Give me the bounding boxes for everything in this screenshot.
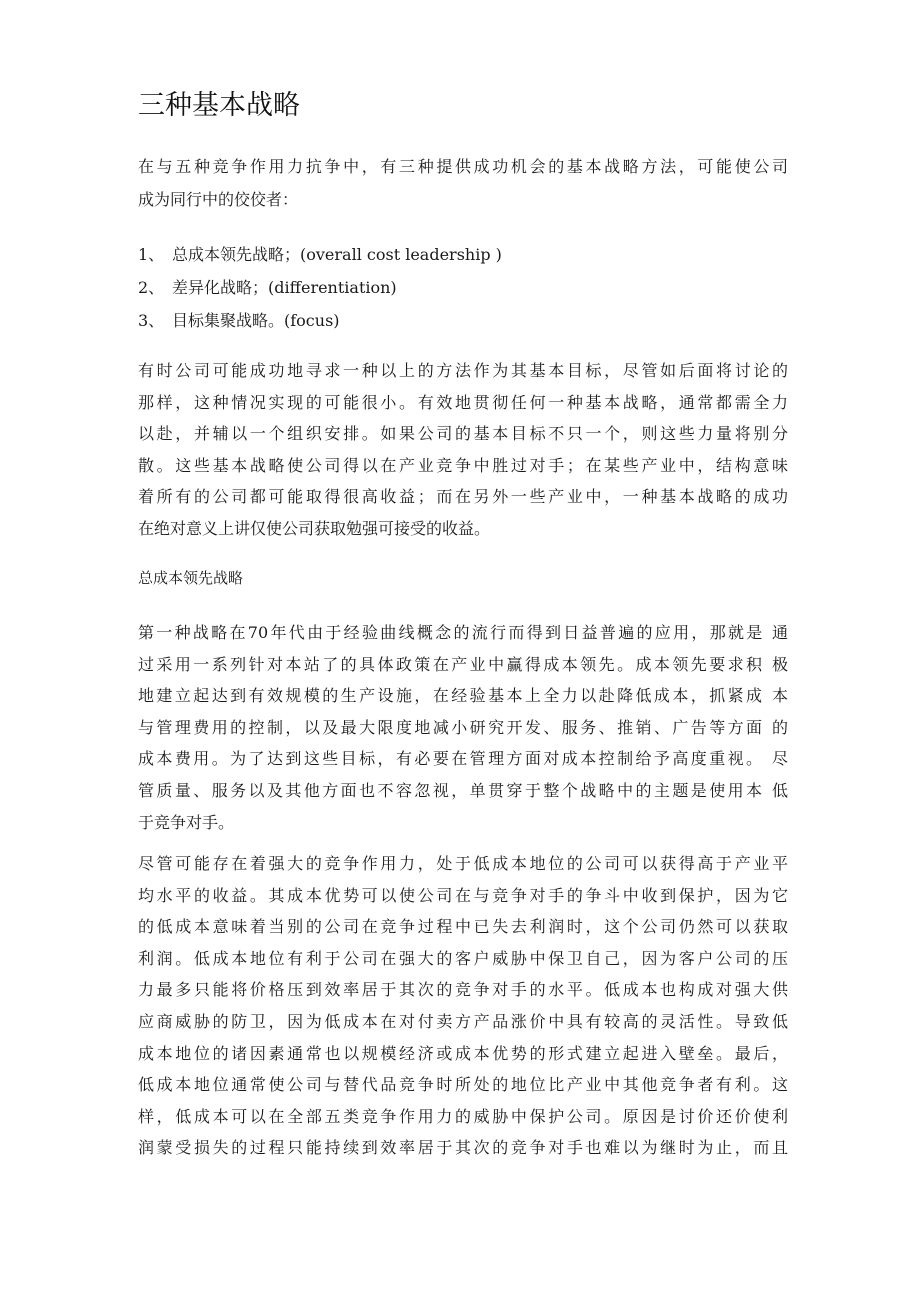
text-line: 有时公司可能成功地寻求一种以上的方法作为其基本目标，尽管如后面将讨论的 <box>138 361 788 380</box>
list-text: 目标集聚战略。(focus) <box>172 311 340 330</box>
list-text: 差异化战略；(differentiation) <box>172 278 397 297</box>
text-line: 以赴，并辅以一个组织安排。如果公司的基本目标不只一个，则这些力量将别分 <box>138 424 788 444</box>
text-line: 过采用一系列针对本站了的具体政策在产业中赢得成本领先。成本领先要求积 极 <box>138 654 788 674</box>
text-line: 样，低成本可以在全部五类竞争作用力的威胁中保护公司。原因是讨价还价使利 <box>138 1106 788 1126</box>
text-line: 成本费用。为了达到这些目标，有必要在管理方面对成本控制给予高度重视。 尽 <box>138 749 788 769</box>
text-line: 地建立起达到有效规模的生产设施，在经验基本上全力以赴降低成本，抓紧成 本 <box>138 686 788 706</box>
text-line: 第一种战略在70年代由于经验曲线概念的流行而得到日益普遍的应用，那就是 通 <box>138 623 788 642</box>
text-line: 着所有的公司都可能取得很高收益；而在另外一些产业中，一种基本战略的成功 <box>138 487 788 507</box>
page-title: 三种基本战略 <box>138 90 300 121</box>
list-number: 1、 <box>138 245 165 264</box>
strategy-item-1 <box>138 243 502 267</box>
text-line: 散。这些基本战略使公司得以在产业竞争中胜过对手；在某些产业中，结构意味 <box>138 455 788 475</box>
body-paragraph-3 <box>138 617 788 838</box>
text-line: 成本地位的诸因素通常也以规模经济或成本优势的形式建立起进入壁垒。最后， <box>138 1043 788 1063</box>
body-paragraph-4 <box>138 848 788 1164</box>
text-line: 低成本地位通常使公司与替代品竞争时所处的地位比产业中其他竞争者有利。这 <box>138 1075 788 1095</box>
text-line: 于竞争对手。 <box>138 812 235 832</box>
text-line: 润蒙受损失的过程只能持续到效率居于其次的竞争对手也难以为继时为止，而且 <box>138 1138 788 1158</box>
text-line: 管质量、服务以及其他方面也不容忽视，单贯穿于整个战略中的主题是使用本 低 <box>138 780 788 800</box>
section-subheading: 总成本领先战略 <box>138 569 244 587</box>
intro-paragraph <box>138 150 788 216</box>
text-line: 的低成本意味着当别的公司在竞争过程中已失去利润时，这个公司仍然可以获取 <box>138 917 788 937</box>
list-text: 总成本领先战略；(overall cost leadership ) <box>172 245 502 264</box>
text-line: 尽管可能存在着强大的竞争作用力，处于低成本地位的公司可以获得高于产业平 <box>138 854 788 873</box>
body-paragraph-2 <box>138 355 788 545</box>
strategy-item-3 <box>138 309 340 333</box>
text-line: 应商威胁的防卫，因为低成本在对付卖方产品涨价中具有较高的灵活性。导致低 <box>138 1011 788 1031</box>
text-line: 在与五种竞争作用力抗争中，有三种提供成功机会的基本战略方法，可能使公司 <box>138 157 788 176</box>
list-number: 3、 <box>138 311 165 330</box>
text-line: 在绝对意义上讲仅使公司获取勉强可接受的收益。 <box>138 518 491 538</box>
text-line: 力最多只能将价格压到效率居于其次的竞争对手的水平。低成本也构成对强大供 <box>138 980 788 1000</box>
text-line: 与管理费用的控制，以及最大限度地减小研究开发、服务、推销、广告等方面 的 <box>138 717 788 737</box>
text-line: 成为同行中的佼佼者： <box>138 190 299 209</box>
text-line: 那样，这种情况实现的可能很小。有效地贯彻任何一种基本战略，通常都需全力 <box>138 392 788 412</box>
list-number: 2、 <box>138 278 165 297</box>
text-line: 利润。低成本地位有利于公司在强大的客户威胁中保卫自己，因为客户公司的压 <box>138 948 788 968</box>
strategy-item-2 <box>138 276 397 300</box>
text-line: 均水平的收益。其成本优势可以使公司在与竞争对手的争斗中收到保护，因为它 <box>138 885 788 905</box>
